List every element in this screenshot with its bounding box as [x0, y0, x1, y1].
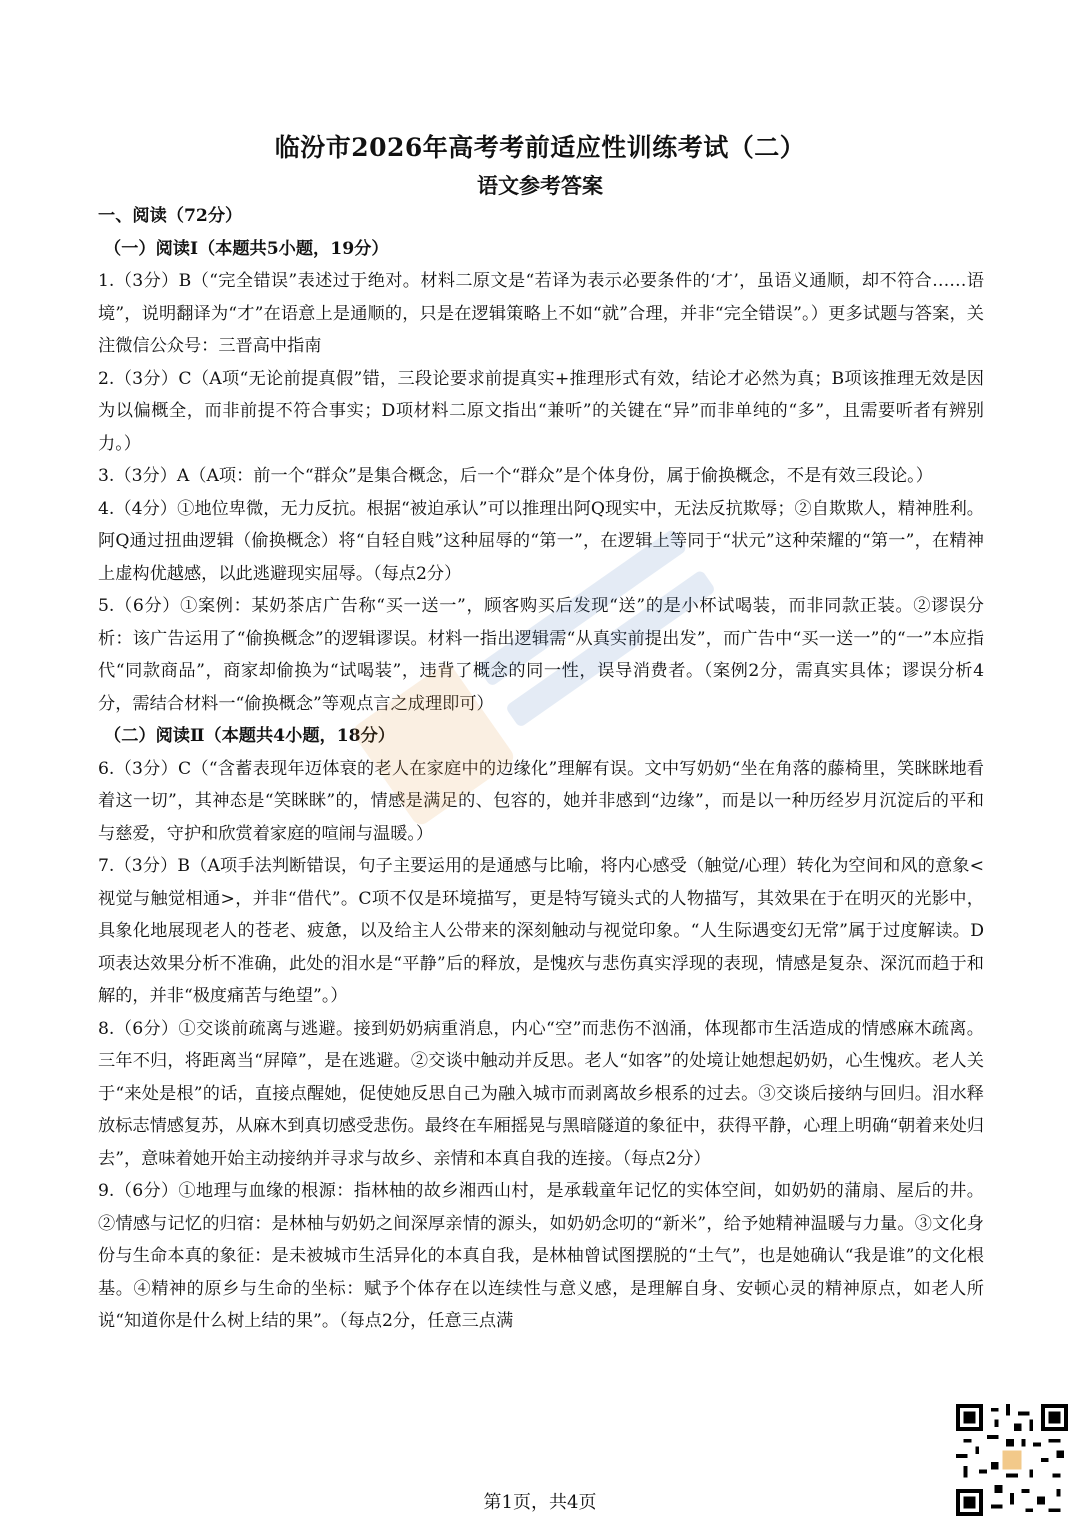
- answer-item-4: 4.（4分）①地位卑微，无力反抗。根据“被迫承认”可以推理出阿Q现实中，无法反抗欺辱；②自欺欺人，精神胜利。阿Q通过扭曲逻辑（偷换概念）将“自轻自贱”这种屈辱的“第一”，在逻辑上等同于“状元”这种荣耀的“第一”，在精神上虚构优越感，以此逃避现实屈辱。（每点2分）: [98, 498, 984, 584]
- answer-item-7: 7.（3分）B（A项手法判断错误，句子主要运用的是通感与比喻，将内心感受（触觉/心理）转化为空间和风的意象<视觉与触觉相通>，并非“借代”。C项不仅是环境描写，更是特写镜头式的人物描写，其效果在于在明灭的光影中，具象化地展现老人的苍老、疲惫，以及给主人公带来的深刻触动与视觉印象。“人生际遇变幻无常”属于过度解读。D项表达效果分析不准确，此处的泪水是“平静”后的释放，是愧疚与悲伤真实浮现的表现，情感是复杂、深沉而趋于和解的，并非“极度痛苦与绝望”。）: [98, 856, 984, 1006]
- section-heading-reading: 一、阅读（72分）: [98, 206, 243, 226]
- subsection-heading-reading2: （二）阅读Ⅱ（本题共4小题，18分）: [104, 726, 395, 746]
- answer-item-3: 3.（3分）A（A项：前一个“群众”是集合概念，后一个“群众”是个体身份，属于偷换概念，不是有效三段论。）: [98, 466, 933, 486]
- answer-item-6: 6.（3分）C（“含蓄表现年迈体衰的老人在家庭中的边缘化”理解有误。文中写奶奶“坐在角落的藤椅里，笑眯眯地看着这一切”，其神态是“笑眯眯”的，情感是满足的、包容的，她并非感到“边缘”，而是以一种历经岁月沉淀后的平和与慈爱，守护和欣赏着家庭的喧闹与温暖。）: [98, 758, 984, 844]
- answer-item-2: 2.（3分）C（A项“无论前提真假”错，三段论要求前提真实+推理形式有效，结论才必然为真；B项该推理无效是因为以偏概全，而非前提不符合事实；D项材料二原文指出“兼听”的关键在“异”而非单纯的“多”，且需要听者有辨别力。）: [98, 368, 984, 454]
- answer-item-5: 5.（6分）①案例：某奶茶店广告称“买一送一”，顾客购买后发现“送”的是小杯试喝装，而非同款正装。②谬误分析：该广告运用了“偷换概念”的逻辑谬误。材料一指出逻辑需“从真实前提出发”，而广告中“买一送一”的“一”本应指代“同款商品”，商家却偷换为“试喝装”，违背了概念的同一性，误导消费者。（案例2分，需真实具体；谬误分析4分，需结合材料一“偷换概念”等观点言之成理即可）: [98, 596, 984, 714]
- answer-item-9: 9.（6分）①地理与血缘的根源：指林柚的故乡湘西山村，是承载童年记忆的实体空间，如奶奶的蒲扇、屋后的井。②情感与记忆的归宿：是林柚与奶奶之间深厚亲情的源头，如奶奶念叨的“新米”，给予她精神温暖与力量。③文化身份与生命本真的象征：是未被城市生活异化的本真自我，是林柚曾试图摆脱的“土气”，也是她确认“我是谁”的文化根基。④精神的原乡与生命的坐标：赋予个体存在以连续性与意义感，是理解自身、安顿心灵的精神原点，如老人所说“知道你是什么树上结的果”。（每点2分，任意三点满: [98, 1181, 984, 1331]
- answer-item-8: 8.（6分）①交谈前疏离与逃避。接到奶奶病重消息，内心“空”而悲伤不汹涌，体现都市生活造成的情感麻木疏离。三年不归，将距离当“屏障”，是在逃避。②交谈中触动并反思。老人“如客”的处境让她想起奶奶，心生愧疚。老人关于“来处是根”的话，直接点醒她，促使她反思自己为融入城市而剥离故乡根系的过去。③交谈后接纳与回归。泪水释放标志情感复苏，从麻木到真切感受悲伤。最终在车厢摇晃与黑暗隧道的象征中，获得平静，心理上明确“朝着来处归去”，意味着她开始主动接纳并寻求与故乡、亲情和本真自我的连接。（每点2分）: [98, 1018, 984, 1169]
- page-title: 临汾市2026年高考考前适应性训练考试（二）: [274, 133, 806, 162]
- page-number: 第1页，共4页: [483, 1492, 597, 1513]
- answer-item-1: 1.（3分）B（“完全错误”表述过于绝对。材料二原文是“若译为表示必要条件的‘才’，虽语义通顺，却不符合……语境”，说明翻译为“才”在语意上是通顺的，只是在逻辑策略上不如“就”合理，并非“完全错误”。）更多试题与答案，关注微信公众号：三晋高中指南: [98, 271, 984, 356]
- subsection-heading-reading1: （一）阅读Ⅰ（本题共5小题，19分）: [104, 238, 389, 259]
- answer-body: [98, 200, 984, 1338]
- page-subtitle: 语文参考答案: [477, 173, 603, 198]
